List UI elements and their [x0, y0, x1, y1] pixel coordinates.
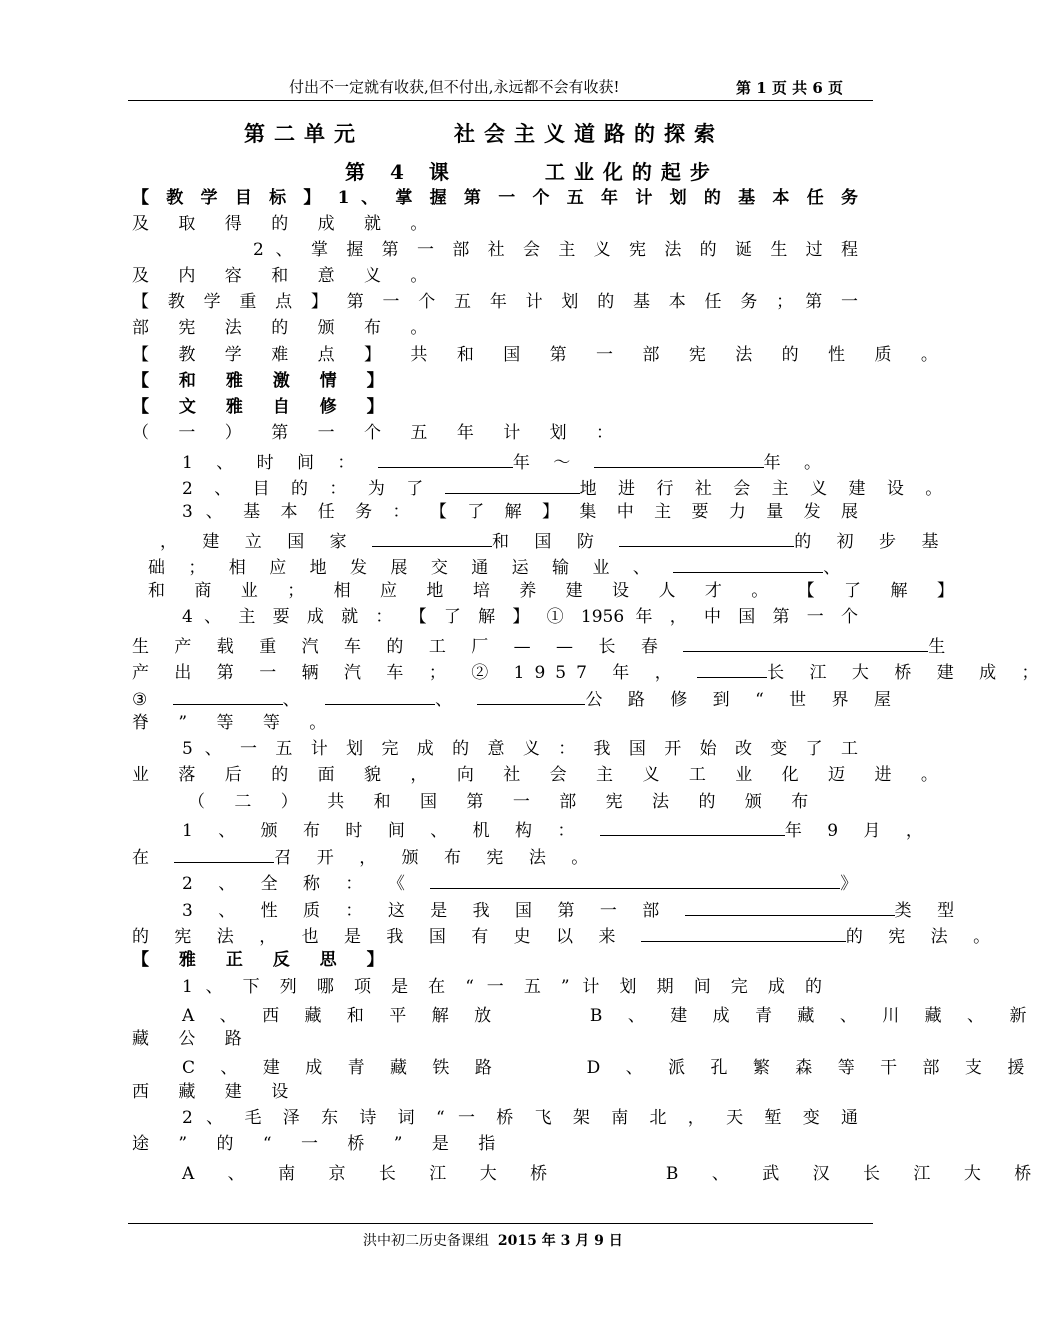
footer-rule: [128, 1223, 873, 1224]
achievement-line-2: 生 产 载 重 汽 车 的 工 厂 — — 长 春 生: [132, 632, 955, 657]
task-line-3: 础 ； 相 应 地 发 展 交 通 运 输 业 、 、: [148, 553, 849, 578]
footer-date: 2015 年 3 月 9 日: [497, 1233, 623, 1249]
blank-time-start[interactable]: [378, 449, 513, 468]
achievement-line-1: 4 、 主 要 成 就 ： 【 了 解 】 ① 1956 年 ， 中 国 第 一 个: [182, 607, 858, 627]
goal-line-4: 及 内 容 和 意 义 。: [132, 266, 440, 286]
option-2a[interactable]: A 、 南 京 长 江 大 桥: [182, 1164, 562, 1184]
blank-nature[interactable]: [641, 923, 846, 942]
goal-line-3: 2 、 掌 握 第 一 部 社 会 主 义 宪 法 的 诞 生 过 程: [253, 240, 858, 260]
time-line: 1 、 时 间 ： 年 ～ 年 。: [182, 448, 830, 473]
achievement-line-4: ③ 、 、 公 路 修 到 “ 世 界 屋: [132, 685, 901, 710]
footer: [363, 1230, 623, 1250]
header-rule: [128, 100, 873, 101]
section-wenyazixiu: 【 文 雅 自 修 】: [132, 397, 396, 417]
significance-line-1: 5 、 一 五 计 划 完 成 的 意 义 ： 我 国 开 始 改 变 了 工: [182, 739, 858, 759]
achievement-line-3: 产 出 第 一 辆 汽 车 ； ② 1957 年 ， 长 江 大 桥 建 成 ；: [132, 658, 1049, 683]
constitution-line-5: 的 宪 法 ， 也 是 我 国 有 史 以 来 的 宪 法 。: [132, 922, 1000, 947]
question-2: 2 、 毛 泽 东 诗 词 “ 一 桥 飞 架 南 北 ， 天 堑 变 通: [182, 1108, 858, 1128]
constitution-line-4: 3 、 性 质 ： 这 是 我 国 第 一 部 类 型: [182, 896, 964, 921]
blank-factory[interactable]: [683, 633, 928, 652]
part-two-heading: （ 二 ） 共 和 国 第 一 部 宪 法 的 颁 布: [188, 792, 821, 812]
difficult-point-line: 【 教 学 难 点 】 共 和 国 第 一 部 宪 法 的 性 质 。: [132, 345, 950, 365]
constitution-line-3: 2 、 全 称 ： 《 》: [182, 869, 867, 894]
goal-line-1: 【 教 学 目 标 】 1 、 掌 握 第 一 个 五 年 计 划 的 基 本 任 务: [132, 188, 858, 208]
blank-road-1[interactable]: [173, 686, 283, 705]
task-line-1: 3 、 基 本 任 务 ： 【 了 解 】 集 中 主 要 力 量 发 展: [182, 502, 858, 522]
blank-year[interactable]: [600, 817, 785, 836]
question-1: 1 、 下 列 哪 项 是 在 “ 一 五 ” 计 划 期 间 完 成 的: [182, 977, 822, 997]
task-line-2: ， 建 立 国 家 和 国 防 的 初 步 基: [160, 527, 948, 552]
question-1-options-ab: [182, 1001, 1036, 1026]
question-2-options: [182, 1159, 1045, 1184]
option-1c[interactable]: C 、 建 成 青 藏 铁 路: [182, 1058, 502, 1078]
lesson-title: 第 4 课 工业化的起步: [345, 160, 719, 184]
part-one-heading: （ 一 ） 第 一 个 五 年 计 划 ：: [132, 423, 626, 443]
unit-title: 第二单元 社会主义道路的探索: [244, 121, 724, 146]
question-2-cont: 途 ” 的 “ 一 桥 ” 是 指: [132, 1134, 508, 1154]
question-1-option-b-cont: 藏 公 路: [132, 1029, 254, 1049]
blank-industry[interactable]: [372, 528, 492, 547]
task-line-4: 和 商 业 ； 相 应 地 培 养 建 设 人 才 。 【 了 解 】: [148, 581, 966, 601]
blank-type[interactable]: [685, 897, 895, 916]
blank-road-3[interactable]: [477, 686, 585, 705]
footer-group: 洪中初二历史备课组: [363, 1233, 489, 1249]
significance-line-2: 业 落 后 的 面 貌 ， 向 社 会 主 义 工 业 化 迈 进 。: [132, 765, 950, 785]
header-page-info: 第 1 页 共 6 页: [736, 79, 843, 97]
option-1a[interactable]: A 、 西 藏 和 平 解 放: [182, 1006, 502, 1026]
purpose-line: 2 、 目 的 ： 为 了 地 进 行 社 会 主 义 建 设 。: [182, 474, 950, 499]
blank-full-name[interactable]: [430, 870, 840, 889]
blank-institution[interactable]: [174, 844, 274, 863]
question-1-option-d-cont: 西 藏 建 设: [132, 1082, 301, 1102]
blank-time-end[interactable]: [594, 449, 764, 468]
option-1d[interactable]: D 、 派 孔 繁 森 等 干 部 支 援: [586, 1058, 1035, 1078]
constitution-line-1: 1 、 颁 布 时 间 、 机 构 ： 年 9 月 ，: [182, 816, 933, 841]
key-point-line-2: 部 宪 法 的 颁 布 。: [132, 318, 440, 338]
key-point-line-1: 【 教 学 重 点 】 第 一 个 五 年 计 划 的 基 本 任 务 ； 第 一: [132, 292, 858, 312]
question-1-options-cd: [182, 1053, 1034, 1078]
achievement-line-5: 脊 ” 等 等 。: [132, 713, 339, 733]
blank-bridge[interactable]: [697, 659, 767, 678]
blank-industry-2[interactable]: [673, 554, 823, 573]
section-heyajiqing: 【 和 雅 激 情 】: [132, 371, 396, 391]
blank-purpose[interactable]: [445, 475, 580, 494]
section-yazhengfansi: 【 雅 正 反 思 】: [132, 950, 396, 970]
goal-line-2: 及 取 得 的 成 就 。: [132, 214, 440, 234]
blank-defense[interactable]: [619, 528, 794, 547]
blank-road-2[interactable]: [325, 686, 435, 705]
header-motto: 付出不一定就有收获,但不付出,永远都不会有收获!: [289, 78, 620, 96]
option-2b[interactable]: B 、 武 汉 长 江 大 桥: [665, 1164, 1046, 1184]
constitution-line-2: 在 召 开 ， 颁 布 宪 法 。: [132, 843, 598, 868]
option-1b[interactable]: B 、 建 成 青 藏 、 川 藏 、 新: [589, 1006, 1037, 1026]
